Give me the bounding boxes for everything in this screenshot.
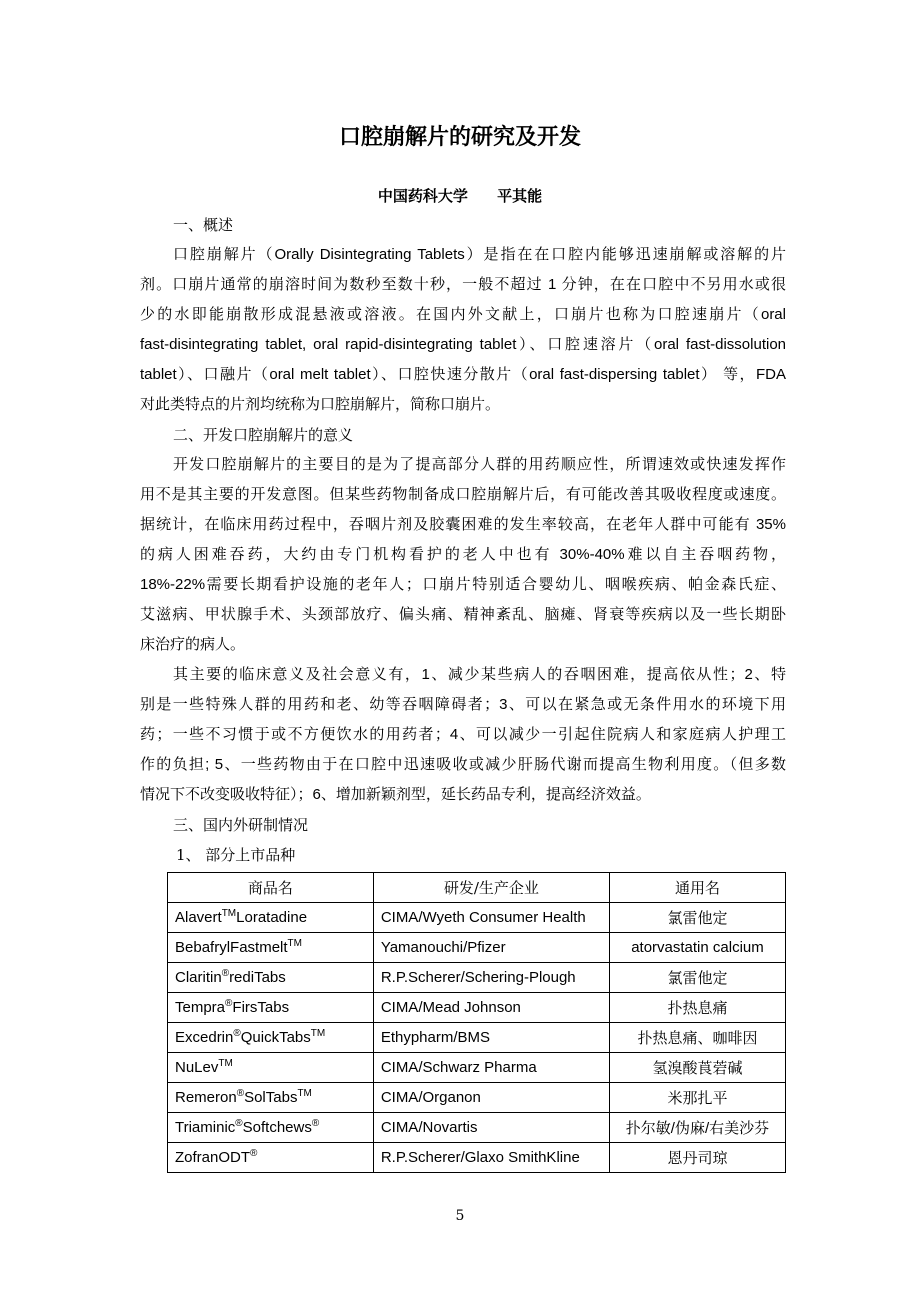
paragraph-line: 其主要的临床意义及社会意义有，1、减少某些病人的吞咽困难，提高依从性；2、特 bbox=[173, 666, 786, 683]
company-cell: CIMA/Wyeth Consumer Health bbox=[373, 903, 609, 933]
generic-name-cell: 扑热息痛、咖啡因 bbox=[609, 1023, 785, 1053]
trade-name-suffix: QuickTabs bbox=[240, 1029, 311, 1046]
author-name: 平其能 bbox=[497, 187, 543, 205]
paragraph-line: 的病人困难吞药，大约由专门机构看护的老人中也有 30%-40%难以自主吞咽药物， bbox=[140, 546, 786, 563]
trademark-symbol: ® bbox=[225, 998, 233, 1009]
table-row bbox=[168, 963, 786, 993]
paragraph bbox=[140, 660, 786, 810]
generic-name-cell: 恩丹司琼 bbox=[609, 1143, 785, 1173]
trade-name: Triaminic bbox=[175, 1119, 236, 1136]
paragraph-line: 据统计，在临床用药过程中，吞咽片剂及胶囊困难的发生率较高，在老年人群中可能有 35% bbox=[140, 516, 786, 533]
trade-name-suffix: Softchews bbox=[242, 1119, 312, 1136]
paragraph-line: 开发口腔崩解片的主要目的是为了提高部分人群的用药顺应性，所谓速效或快速发挥作 bbox=[173, 456, 786, 473]
column-header: 研发/生产企业 bbox=[373, 873, 609, 903]
trade-name-cell bbox=[168, 1113, 374, 1143]
trade-name-cell bbox=[168, 993, 374, 1023]
trade-name: Remeron bbox=[175, 1089, 237, 1106]
trade-name: Claritin bbox=[175, 969, 222, 986]
trademark-symbol: ® bbox=[235, 1118, 243, 1129]
generic-name-cell: 米那扎平 bbox=[609, 1083, 785, 1113]
table-row bbox=[168, 903, 786, 933]
trademark-symbol: ® bbox=[233, 1028, 241, 1039]
generic-name-cell: 扑热息痛 bbox=[609, 993, 785, 1023]
company-cell: CIMA/Mead Johnson bbox=[373, 993, 609, 1023]
generic-name-cell: 扑尔敏/伪麻/右美沙芬 bbox=[609, 1113, 785, 1143]
section-heading: 一、概述 bbox=[173, 216, 234, 234]
trade-name: Excedrin bbox=[175, 1029, 234, 1046]
trade-name: Tempra bbox=[175, 999, 226, 1016]
table-row bbox=[168, 1053, 786, 1083]
paragraph-line: 用不是其主要的开发意图。但某些药物制备成口腔崩解片后，有可能改善其吸收程度或速度。 bbox=[140, 486, 786, 503]
products-table bbox=[167, 872, 786, 1173]
table-row bbox=[168, 933, 786, 963]
trade-name-cell bbox=[168, 1083, 374, 1113]
table-row bbox=[168, 1083, 786, 1113]
company-cell: R.P.Scherer/Glaxo SmithKline bbox=[373, 1143, 609, 1173]
page-number: 5 bbox=[455, 1208, 465, 1224]
trade-name-suffix: SolTabs bbox=[244, 1089, 298, 1106]
paragraph-line: 少的水即能崩散形成混悬液或溶液。在国内外文献上，口崩片也称为口腔速崩片（oral bbox=[140, 306, 786, 323]
paragraph-line: 对此类特点的片剂均统称为口腔崩解片，简称口崩片。 bbox=[140, 396, 501, 413]
paragraph-line: tablet）、口融片（oral melt tablet）、口腔快速分散片（oral fast-dispersing tablet） 等，FDA bbox=[140, 366, 786, 383]
company-cell: CIMA/Novartis bbox=[373, 1113, 609, 1143]
paragraph-line: 18%-22%需要长期看护设施的老年人；口崩片特别适合婴幼儿、咽喉疾病、帕金森氏症、 bbox=[140, 576, 786, 593]
institution: 中国药科大学 bbox=[377, 187, 468, 205]
company-cell: Yamanouchi/Pfizer bbox=[373, 933, 609, 963]
section-heading: 三、国内外研制情况 bbox=[173, 816, 309, 834]
paragraph bbox=[140, 450, 786, 660]
paragraph-line: fast-disintegrating tablet, oral rapid-disintegrating tablet）、口腔速溶片（oral fast-dissolution bbox=[140, 336, 786, 353]
trademark-symbol: TM bbox=[287, 938, 302, 949]
trademark-symbol: ® bbox=[236, 1088, 245, 1099]
column-header: 商品名 bbox=[168, 873, 374, 903]
paragraph-line: 艾滋病、甲状腺手术、头颈部放疗、偏头痛、精神紊乱、脑瘫、肾衰等疾病以及一些长期卧 bbox=[140, 606, 786, 623]
table-header-row bbox=[168, 873, 786, 903]
trade-name-cell bbox=[168, 963, 374, 993]
company-cell: CIMA/Schwarz Pharma bbox=[373, 1053, 609, 1083]
company-cell: R.P.Scherer/Schering-Plough bbox=[373, 963, 609, 993]
generic-name-cell: 氯雷他定 bbox=[609, 963, 785, 993]
trademark-symbol: TM bbox=[297, 1088, 312, 1099]
document-body bbox=[140, 210, 786, 1173]
generic-name-cell: 氢溴酸莨菪碱 bbox=[609, 1053, 785, 1083]
trade-name-cell bbox=[168, 1023, 374, 1053]
company-cell: Ethypharm/BMS bbox=[373, 1023, 609, 1053]
table-row bbox=[168, 1143, 786, 1173]
table-row bbox=[168, 993, 786, 1023]
trade-name-cell bbox=[168, 1053, 374, 1083]
paragraph bbox=[140, 240, 786, 420]
trademark-symbol: ® bbox=[311, 1118, 320, 1129]
trade-name-suffix: rediTabs bbox=[229, 969, 286, 986]
column-header: 通用名 bbox=[609, 873, 785, 903]
generic-name-cell: 氯雷他定 bbox=[609, 903, 785, 933]
trademark-symbol: TM bbox=[310, 1028, 326, 1039]
paragraph-line: 情况下不改变吸收特征）；6、增加新颖剂型，延长药品专利，提高经济效益。 bbox=[140, 786, 651, 803]
trademark-symbol: TM bbox=[218, 1058, 233, 1069]
trade-name-cell bbox=[168, 903, 374, 933]
trademark-symbol: ® bbox=[221, 968, 230, 979]
trade-name-suffix: FirsTabs bbox=[232, 999, 290, 1016]
paragraph-line: 剂。口崩片通常的崩溶时间为数秒至数十秒，一般不超过 1 分钟，在在口腔中不另用水或很 bbox=[140, 276, 786, 293]
trade-name-suffix: Loratadine bbox=[236, 909, 308, 926]
paragraph-line: 药；一些不习惯于或不方便饮水的用药者；4、可以减少一引起住院病人和家庭病人护理工 bbox=[140, 726, 786, 743]
paragraph-line: 别是一些特殊人群的用药和老、幼等吞咽障碍者；3、可以在紧急或无条件用水的环境下用 bbox=[140, 696, 786, 713]
trade-name: BebafrylFastmelt bbox=[175, 939, 288, 956]
subsection-heading: 1、 部分上市品种 bbox=[176, 846, 296, 864]
company-cell: CIMA/Organon bbox=[373, 1083, 609, 1113]
trade-name: ZofranODT bbox=[175, 1149, 251, 1166]
table-row bbox=[168, 1113, 786, 1143]
trademark-symbol: TM bbox=[221, 908, 237, 919]
trademark-symbol: ® bbox=[250, 1148, 258, 1159]
paragraph-line: 口腔崩解片（Orally Disintegrating Tablets）是指在在口腔内能够迅速崩解或溶解的片 bbox=[173, 246, 786, 263]
paragraph-line: 床治疗的病人。 bbox=[140, 636, 246, 653]
trade-name: NuLev bbox=[175, 1059, 219, 1076]
paragraph-line: 作的负担; 5、一些药物由于在口腔中迅速吸收或减少肝肠代谢而提高生物利用度。（但多数 bbox=[140, 756, 786, 773]
trade-name: Alavert bbox=[175, 909, 222, 926]
trade-name-cell bbox=[168, 1143, 374, 1173]
author-line bbox=[0, 185, 920, 206]
document-title: 口腔崩解片的研究及开发 bbox=[338, 124, 581, 150]
table-row bbox=[168, 1023, 786, 1053]
generic-name-cell: atorvastatin calcium bbox=[609, 933, 785, 963]
trade-name-cell bbox=[168, 933, 374, 963]
section-heading: 二、开发口腔崩解片的意义 bbox=[173, 426, 354, 444]
